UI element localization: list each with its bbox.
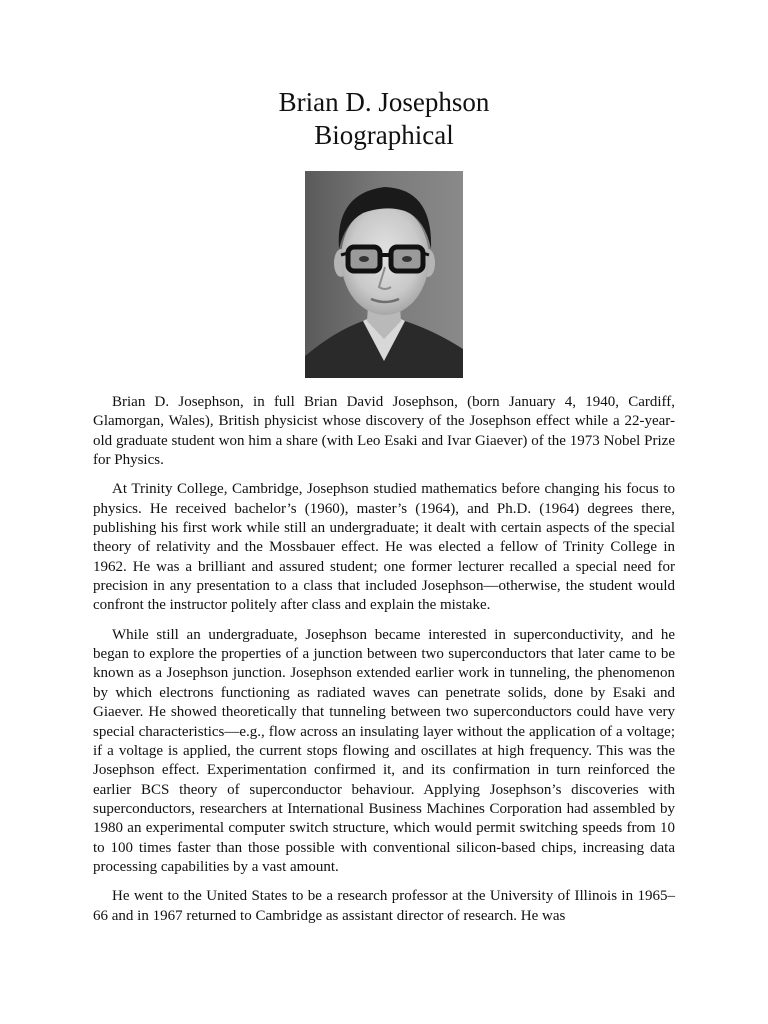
title-name: Brian D. Josephson bbox=[278, 87, 490, 117]
paragraph-career: He went to the United States to be a research professor at the University of Illinois in 1965–66 and in 1967 returned to Cambridge as assistant director of research. He was bbox=[93, 888, 675, 924]
paragraph-early-life: Brian D. Josephson, in full Brian David Josephson, (born January 4, 1940, Cardiff, Glamorgan, Wales), British physicist whose discovery of the Josephson effect while a 22-year-old graduate student won him a share (with Leo Esaki and Ivar Giaever) of the 1973 Nobel Prize for Physics. bbox=[93, 394, 675, 469]
portrait-photo bbox=[305, 171, 463, 378]
biography-text bbox=[93, 393, 675, 936]
paragraph-education: At Trinity College, Cambridge, Josephson studied mathematics before changing his focus to physics. He received bachelor’s (1960), master’s (1964), and Ph.D. (1964) degrees there, publishing his first work while still an undergraduate; it dealt with certain aspects of the special theory of relativity and the Mossbauer effect. He was elected a fellow of Trinity College in 1962. He was a brilliant and assured student; one former lecturer recalled a special need for precision in any presentation to a class that included Josephson—otherwise, the student would confront the instructor politely after class and explain the mistake. bbox=[93, 481, 675, 614]
paragraph-josephson-effect: While still an undergraduate, Josephson became interested in superconductivity, and he began to explore the properties of a junction between two superconductors that later came to be known as a Josephson junction. Josephson extended earlier work in tunneling, the phenomenon by which electrons functioning as radiated waves can penetrate solids, done by Esaki and Giaever. He showed theoretically that tunneling between two superconductors could have very special characteristics—e.g., flow across an insulating layer without the application of a voltage; if a voltage is applied, the current stops flowing and oscillates at high frequency. This was the Josephson effect. Experimentation confirmed it, and its confirmation in turn reinforced the earlier BCS theory of superconductor behaviour. Applying Josephson’s discoveries with superconductors, researchers at International Business Machines Corporation had assembled by 1980 an experimental computer switch structure, which would permit switching speeds from 10 to 100 times faster than those possible with conventional silicon-based chips, increasing data processing capabilities by a vast amount. bbox=[93, 626, 675, 875]
page-title bbox=[0, 86, 768, 152]
title-subtitle: Biographical bbox=[314, 120, 454, 150]
